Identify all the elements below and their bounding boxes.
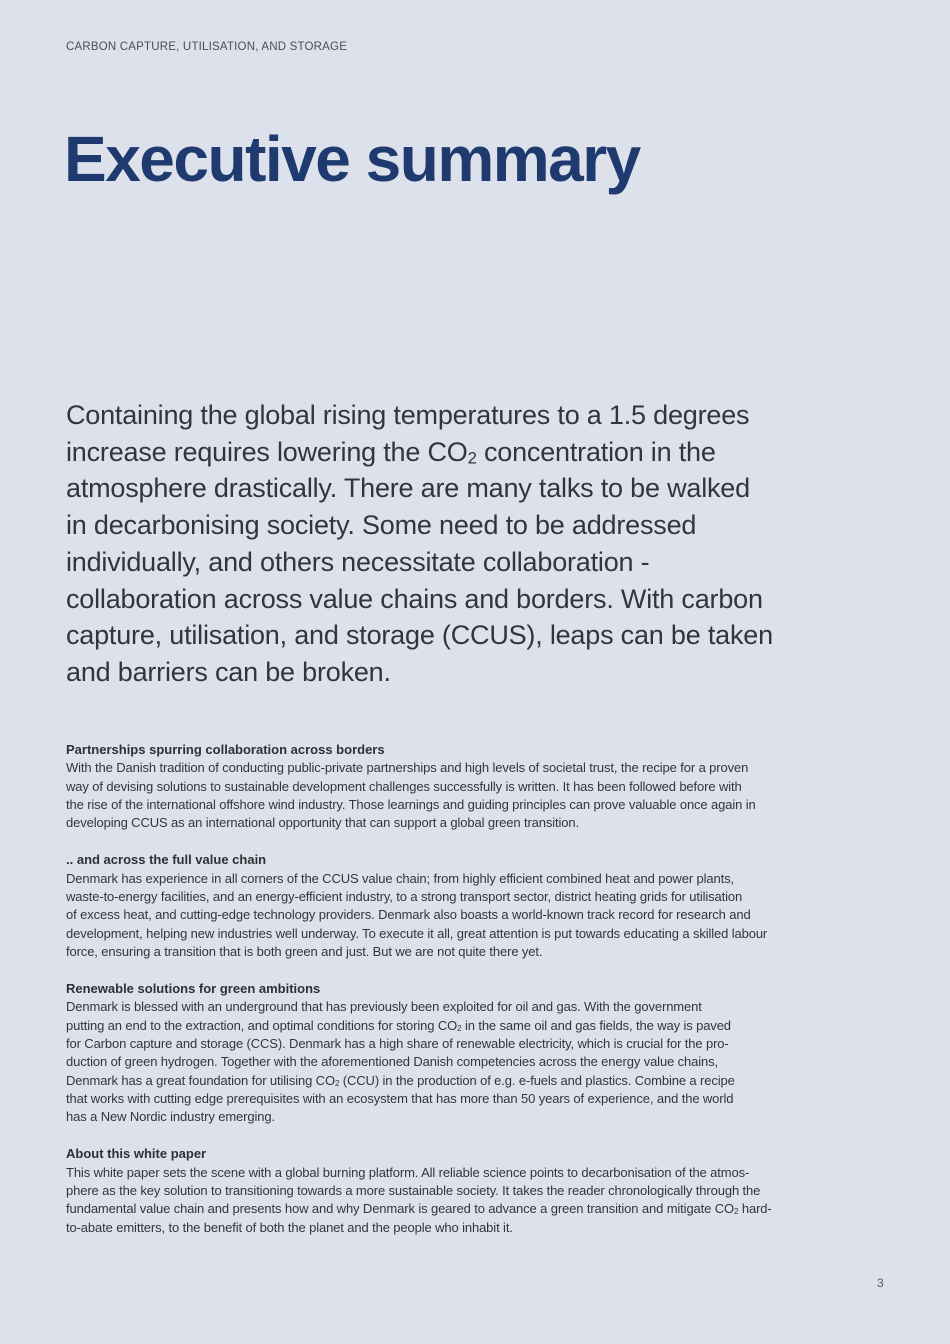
body-line: development, helping new industries well underway. To execute it all, great attention is put towards educating a skilled labour <box>66 925 768 941</box>
body-line: waste-to-energy facilities, and an energy-efficient industry, to a strong transport sector, district heating grids for utilisation <box>66 889 743 905</box>
page-title: Executive summary <box>64 123 640 195</box>
section-partnerships <box>66 741 826 833</box>
body-text: putting an end to the extraction, and optimal conditions for storing CO <box>66 1017 458 1033</box>
co2-subscript: 2 <box>734 1207 739 1217</box>
body-line: for Carbon capture and storage (CCS). Denmark has a high share of renewable electricity, which is crucial for the pro- <box>66 1036 729 1051</box>
body-line: With the Danish tradition of conducting public-private partnerships and high levels of societal trust, the recipe for a proven <box>66 760 749 776</box>
body-line: Denmark has experience in all corners of the CCUS value chain; from highly efficient combined heat and power plants, <box>66 870 734 886</box>
body-line <box>66 1017 826 1035</box>
body-line: that works with cutting edge prerequisites with an ecosystem that has more than 50 years of experience, and the world <box>66 1091 734 1107</box>
section-body <box>66 870 826 962</box>
section-heading: .. and across the full value chain <box>66 852 267 868</box>
body-text: fundamental value chain and presents how and why Denmark is geared to advance a green transition and mitigate CO <box>66 1201 735 1217</box>
co2-subscript: 2 <box>334 1078 340 1088</box>
body-line <box>66 1072 826 1090</box>
lead-line: and barriers can be broken. <box>66 656 391 687</box>
section-value-chain <box>66 851 826 961</box>
body-line: phere as the key solution to transitioning towards a more sustainable society. It takes the reader chronologically through the <box>66 1182 761 1198</box>
lead-line-text: concentration in the <box>476 436 716 467</box>
body-line: of excess heat, and cutting-edge technology providers. Denmark also boasts a world-known track record for research and <box>66 907 751 923</box>
section-heading: About this white paper <box>66 1146 207 1162</box>
section-about-white-paper <box>66 1145 826 1237</box>
lead-paragraph <box>66 397 826 691</box>
body-line: to-abate emitters, to the benefit of both the planet and the people who inhabit it. <box>66 1219 513 1235</box>
lead-line: in decarbonising society. Some need to be addressed <box>66 510 697 541</box>
body-text: in the same oil and gas fields, the way is paved <box>461 1017 731 1033</box>
running-header: CARBON CAPTURE, UTILISATION, AND STORAGE <box>66 41 348 53</box>
section-body <box>66 759 826 832</box>
page-number: 3 <box>877 1276 884 1290</box>
section-heading: Partnerships spurring collaboration across borders <box>66 742 385 757</box>
body-line: way of devising solutions to sustainable development challenges successfully is written. It has been followed before with <box>66 778 742 794</box>
section-body <box>66 998 826 1126</box>
body-line: duction of green hydrogen. Together with the aforementioned Danish competencies across the energy value chains, <box>66 1054 719 1070</box>
body-line: This white paper sets the scene with a global burning platform. All reliable science points to decarbonisation of the atmos- <box>66 1164 750 1180</box>
body-line <box>66 1200 826 1218</box>
section-body <box>66 1164 826 1237</box>
body-sections <box>66 741 826 1256</box>
body-line: Denmark is blessed with an underground that has previously been exploited for oil and gas. With the government <box>66 999 702 1015</box>
body-line: force, ensuring a transition that is both green and just. But we are not quite there yet. <box>66 944 543 960</box>
section-heading: Renewable solutions for green ambitions <box>66 980 321 996</box>
body-line: has a New Nordic industry emerging. <box>66 1109 275 1125</box>
lead-line <box>66 434 826 471</box>
lead-line: collaboration across value chains and borders. With carbon <box>66 583 763 614</box>
lead-line-text: increase requires lowering the CO <box>66 436 468 467</box>
lead-line: individually, and others necessitate collaboration - <box>66 546 650 577</box>
body-text: hard- <box>738 1201 772 1217</box>
body-line: the rise of the international offshore wind industry. Those learnings and guiding principles can prove valuable once again in <box>66 797 756 813</box>
lead-line: capture, utilisation, and storage (CCUS), leaps can be taken <box>66 620 773 651</box>
lead-line: atmosphere drastically. There are many talks to be walked <box>66 473 750 504</box>
co2-subscript: 2 <box>467 448 477 468</box>
co2-subscript: 2 <box>457 1023 462 1033</box>
section-renewable-solutions <box>66 980 826 1127</box>
lead-line: Containing the global rising temperatures to a 1.5 degrees <box>66 400 750 430</box>
body-line: developing CCUS as an international opportunity that can support a global green transition. <box>66 815 580 831</box>
body-text: (CCU) in the production of e.g. e-fuels and plastics. Combine a recipe <box>339 1072 735 1088</box>
body-text: Denmark has a great foundation for utilising CO <box>66 1072 335 1088</box>
